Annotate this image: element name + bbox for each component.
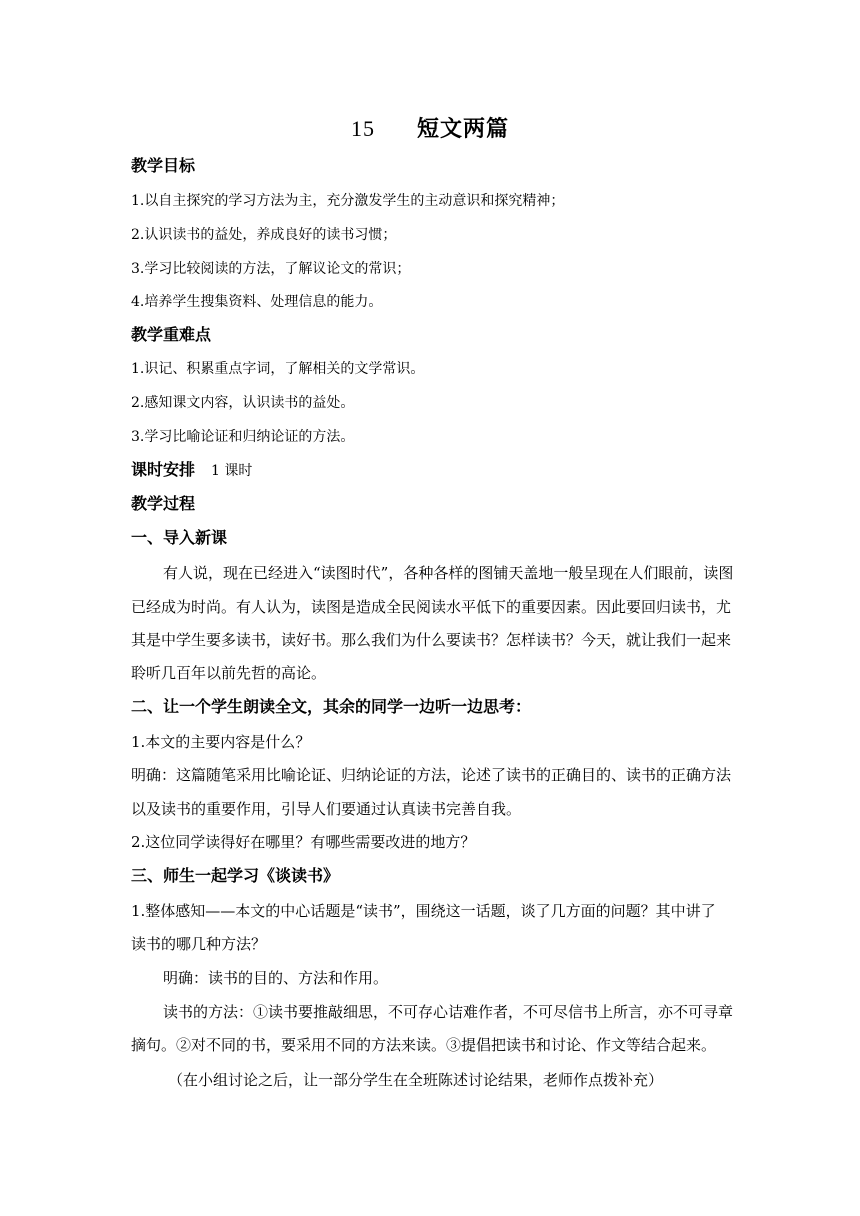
section3-heading: 三、师生一起学习《谈读书》: [131, 866, 340, 885]
keypoint-item: 3.学习比喻论证和归纳论证的方法。: [131, 429, 355, 445]
paragraph-line: 读书的方法：①读书要推敲细思，不可存心诘难作者，不可尽信书上所言，亦不可寻章: [163, 1003, 734, 1021]
schedule-value: 1 课时: [211, 463, 253, 479]
goal-item: 1.以自主探究的学习方法为主，充分激发学生的主动意识和探究精神；: [131, 193, 565, 209]
paragraph-line: 明确：读书的目的、方法和作用。: [163, 969, 389, 987]
schedule-heading: 课时安排: [131, 460, 196, 479]
page-title: [0, 112, 860, 143]
keypoint-item: 1.识记、积累重点字词，了解相关的文学常识。: [131, 361, 425, 377]
keypoints-heading: 教学重难点: [131, 325, 212, 344]
goal-item: 3.学习比较阅读的方法，了解议论文的常识；: [131, 261, 411, 277]
paragraph-line: （在小组讨论之后，让一部分学生在全班陈述讨论结果，老师作点拨补充）: [168, 1071, 664, 1089]
section2-heading: 二、让一个学生朗读全文，其余的同学一边听一边思考：: [131, 697, 532, 716]
goals-heading: 教学目标: [131, 156, 196, 175]
goal-item: 2.认识读书的益处，养成良好的读书习惯；: [131, 227, 397, 243]
keypoint-item: 2.感知课文内容，认识读书的益处。: [131, 395, 355, 411]
paragraph-line: 1.整体感知——本文的中心话题是“读书”，围绕这一话题，谈了几方面的问题？其中讲了: [131, 902, 716, 920]
schedule-row: [131, 460, 252, 481]
paragraph-line: 读书的哪几种方法？: [131, 935, 267, 953]
paragraph-line: 2.这位同学读得好在哪里？有哪些需要改进的地方？: [131, 833, 476, 851]
paragraph-line: 明确：这篇随笔采用比喻论证、归纳论证的方法，论述了读书的正确目的、读书的正确方法: [131, 766, 732, 784]
lesson-title: 短文两篇: [416, 117, 509, 142]
paragraph-line: 其是中学生要多读书，读好书。那么我们为什么要读书？怎样读书？今天，就让我们一起来: [131, 631, 732, 649]
paragraph-line: 以及读书的重要作用，引导人们要通过认真读书完善自我。: [131, 800, 522, 818]
paragraph-line: 已经成为时尚。有人认为，读图是造成全民阅读水平低下的重要因素。因此要回归读书，尤: [131, 598, 732, 616]
lesson-number: 15: [350, 116, 375, 141]
paragraph-line: 1.本文的主要内容是什么？: [131, 733, 311, 751]
process-heading: 教学过程: [131, 494, 196, 513]
paragraph-line: 摘句。②对不同的书，要采用不同的方法来读。③提倡把读书和讨论、作文等结合起来。: [131, 1036, 717, 1054]
goal-item: 4.培养学生搜集资料、处理信息的能力。: [131, 294, 383, 310]
section1-heading: 一、导入新课: [131, 528, 228, 547]
paragraph-line: 聆听几百年以前先哲的高论。: [131, 664, 327, 682]
paragraph-line: 有人说，现在已经进入“读图时代”，各种各样的图铺天盖地一般呈现在人们眼前，读图: [163, 564, 734, 582]
